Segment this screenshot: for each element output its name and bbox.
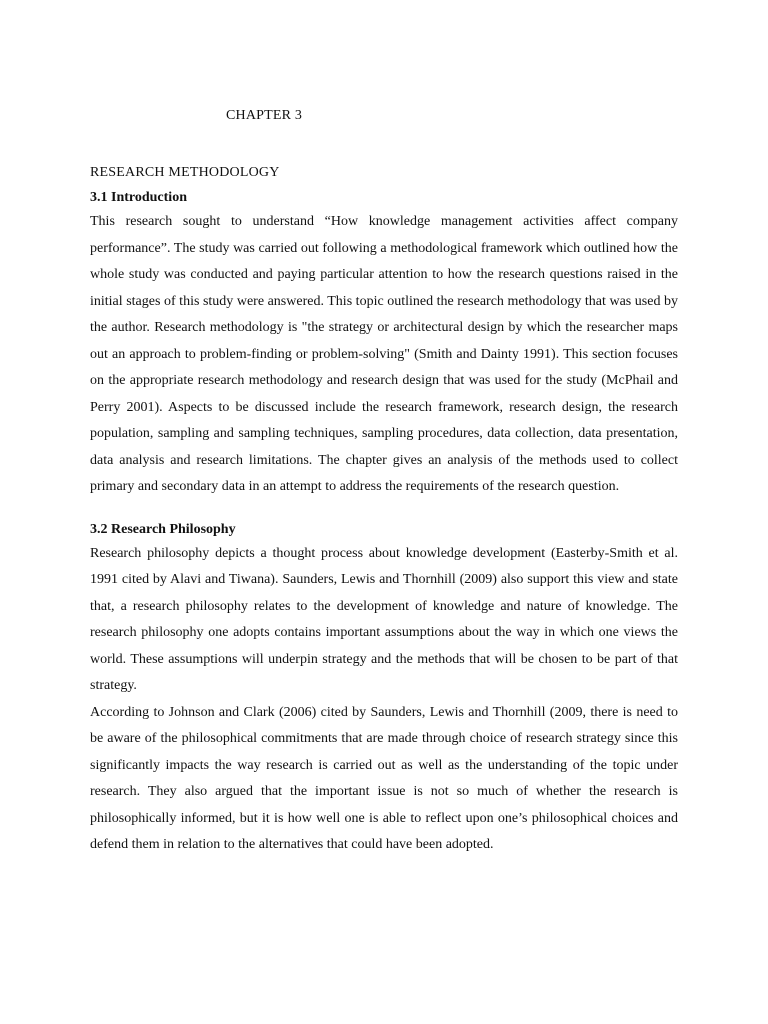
chapter-label: CHAPTER 3	[226, 108, 303, 123]
section-heading-research-philosophy: 3.2 Research Philosophy	[90, 521, 236, 537]
research-philosophy-paragraph-2: According to Johnson and Clark (2006) cited by Saunders, Lewis and Thornhill (2009, there is need to be aware of the philosophical commitments that are made through choice of research strategy since this significantly impacts the way research is carried out as well as the understanding of the topic under research. They also argued that the important issue is not so much of whether the research is philosophically informed, but it is how well one is able to reflect upon one’s philosophical choices and defend them in relation to the alternatives that could have been adopted.	[90, 704, 678, 852]
section-heading-introduction: 3.1 Introduction	[90, 190, 187, 205]
introduction-paragraph: This research sought to understand “How knowledge management activities affect company performance”. The study was carried out following a methodological framework which outlined how the whole study was conducted and paying particular attention to how the research questions raised in the initial stages of this study were answered. This topic outlined the research methodology that was used by the author. Research methodology is "the strategy or architectural design by which the researcher maps out an approach to problem-finding or problem-solving" (Smith and Dainty 1991). This section focuses on the appropriate research methodology and research design that was used for the study (McPhail and Perry 2001). Aspects to be discussed include the research framework, research design, the research population, sampling and sampling techniques, sampling procedures, data collection, data presentation, data analysis and research limitations. The chapter gives an analysis of the methods used to collect primary and secondary data in an attempt to address the requirements of the research question.	[90, 214, 678, 494]
chapter-title: RESEARCH METHODOLOGY	[90, 165, 280, 180]
research-philosophy-paragraph-1: Research philosophy depicts a thought process about knowledge development (Easterby-Smith et al. 1991 cited by Alavi and Tiwana). Saunders, Lewis and Thornhill (2009) also support this view and state that, a research philosophy relates to the development of knowledge and nature of knowledge. The research philosophy one adopts contains important assumptions about the way in which one views the world. These assumptions will underpin strategy and the methods that will be chosen to be part of that strategy.	[90, 545, 678, 693]
document-body	[90, 162, 678, 859]
